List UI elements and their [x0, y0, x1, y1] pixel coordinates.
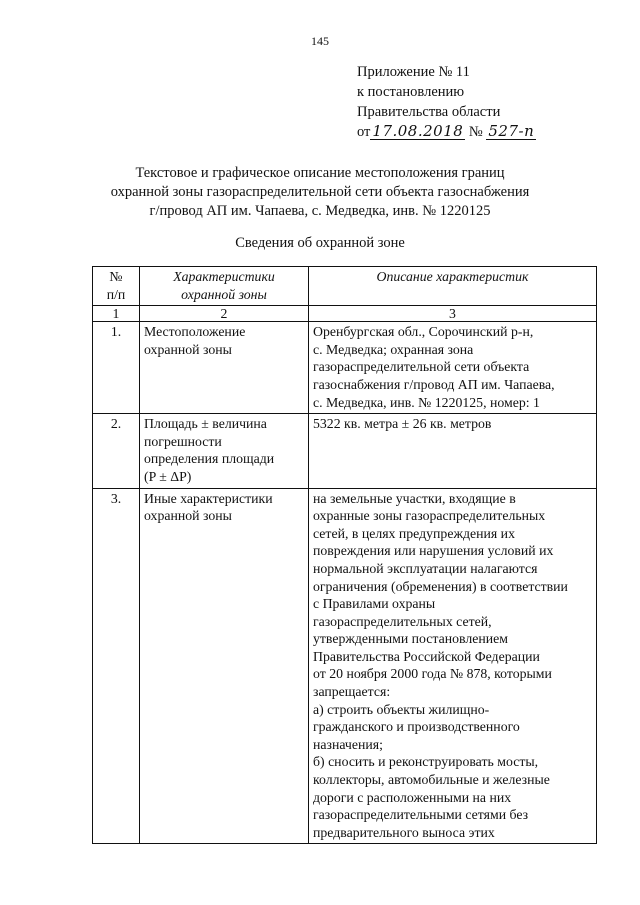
appendix-line-4	[357, 122, 536, 142]
description-line: газораспределительной сети объекта	[313, 359, 530, 375]
description-line: газораспределительных сетей,	[313, 613, 492, 629]
row-characteristic	[140, 322, 309, 414]
header-characteristics-line-2: охранной зоны	[181, 286, 267, 302]
description-line: предварительного выноса этих	[313, 824, 495, 840]
document-title	[0, 164, 640, 221]
column-number-2: 2	[140, 306, 309, 322]
characteristic-line: охранной зоны	[144, 341, 232, 357]
description-line: коллекторы, автомобильные и железные	[313, 772, 550, 788]
characteristic-line: (P ± ΔP)	[144, 468, 192, 484]
appendix-block	[357, 62, 536, 142]
characteristic-line: Иные характеристики	[144, 490, 273, 506]
characteristic-line: погрешности	[144, 433, 222, 449]
table-row	[93, 414, 597, 488]
row-description	[309, 322, 597, 414]
handwritten-number: 527-п	[488, 122, 535, 140]
description-line: на земельные участки, входящие в	[313, 490, 516, 506]
description-line: утвержденными постановлением	[313, 631, 508, 647]
row-description	[309, 488, 597, 844]
description-line: газоснабжения г/провод АП им. Чапаева,	[313, 376, 555, 392]
header-number	[93, 267, 140, 306]
row-number: 1.	[93, 322, 140, 414]
title-line-3: г/провод АП им. Чапаева, с. Медведка, инв. № 1220125	[149, 203, 491, 219]
appendix-line-1: Приложение № 11	[357, 64, 470, 80]
table-row	[93, 322, 597, 414]
appendix-from-label: от	[357, 124, 371, 140]
description-line: сетей, в целях предупреждения их	[313, 525, 515, 541]
description-line: от 20 ноября 2000 года № 878, которыми	[313, 666, 552, 682]
description-line: дороги с расположенными на них	[313, 789, 512, 805]
description-line: гражданского и производственного	[313, 719, 520, 735]
description-line: с. Медведка; охранная зона	[313, 341, 474, 357]
description-line: Оренбургская обл., Сорочинский р-н,	[313, 324, 534, 340]
characteristic-line: Местоположение	[144, 324, 246, 340]
column-number-3: 3	[309, 306, 597, 322]
description-line: с. Медведка, инв. № 1220125, номер: 1	[313, 394, 540, 410]
header-description: Описание характеристик	[309, 267, 597, 306]
row-description	[309, 414, 597, 488]
row-number: 2.	[93, 414, 140, 488]
description-line: газораспределительными сетями без	[313, 807, 529, 823]
title-line-1: Текстовое и графическое описание местоположения границ	[135, 165, 505, 181]
characteristic-line: определения площади	[144, 451, 275, 467]
row-number: 3.	[93, 488, 140, 844]
description-line: назначения;	[313, 736, 383, 752]
handwritten-date: 17.08.2018	[372, 122, 464, 140]
table-header-row	[93, 267, 597, 306]
description-line: 5322 кв. метра ± 26 кв. метров	[313, 416, 492, 432]
appendix-line-2: к постановлению	[357, 84, 465, 100]
description-line: Правительства Российской Федерации	[313, 648, 540, 664]
header-characteristics-line-1: Характеристики	[173, 269, 275, 284]
description-line: с Правилами охраны	[313, 596, 436, 612]
title-line-2: охранной зоны газораспределительной сети объекта газоснабжения	[110, 184, 530, 200]
column-number-1: 1	[93, 306, 140, 322]
description-line: б) сносить и реконструировать мосты,	[313, 754, 539, 770]
header-number-line-1: №	[109, 269, 123, 284]
appendix-number-label: №	[468, 124, 483, 140]
description-line: повреждения или нарушения условий их	[313, 543, 554, 559]
description-line: ограничения (обременения) в соответствии	[313, 578, 568, 594]
description-line: нормальной эксплуатации налагаются	[313, 560, 538, 576]
row-characteristic	[140, 414, 309, 488]
description-line: а) строить объекты жилищно-	[313, 701, 490, 717]
header-characteristics	[140, 267, 309, 306]
row-characteristic	[140, 488, 309, 844]
characteristic-line: Площадь ± величина	[144, 416, 267, 432]
header-number-line-2: п/п	[106, 286, 126, 302]
page-number: 145	[311, 34, 329, 48]
protection-zone-table	[92, 266, 597, 844]
section-subtitle: Сведения об охранной зоне	[235, 235, 405, 251]
column-number-row	[93, 306, 597, 322]
table-row	[93, 488, 597, 844]
characteristic-line: охранной зоны	[144, 508, 232, 524]
appendix-line-3: Правительства области	[357, 104, 501, 120]
description-line: запрещается:	[313, 684, 391, 700]
description-line: охранные зоны газораспределительных	[313, 508, 546, 524]
